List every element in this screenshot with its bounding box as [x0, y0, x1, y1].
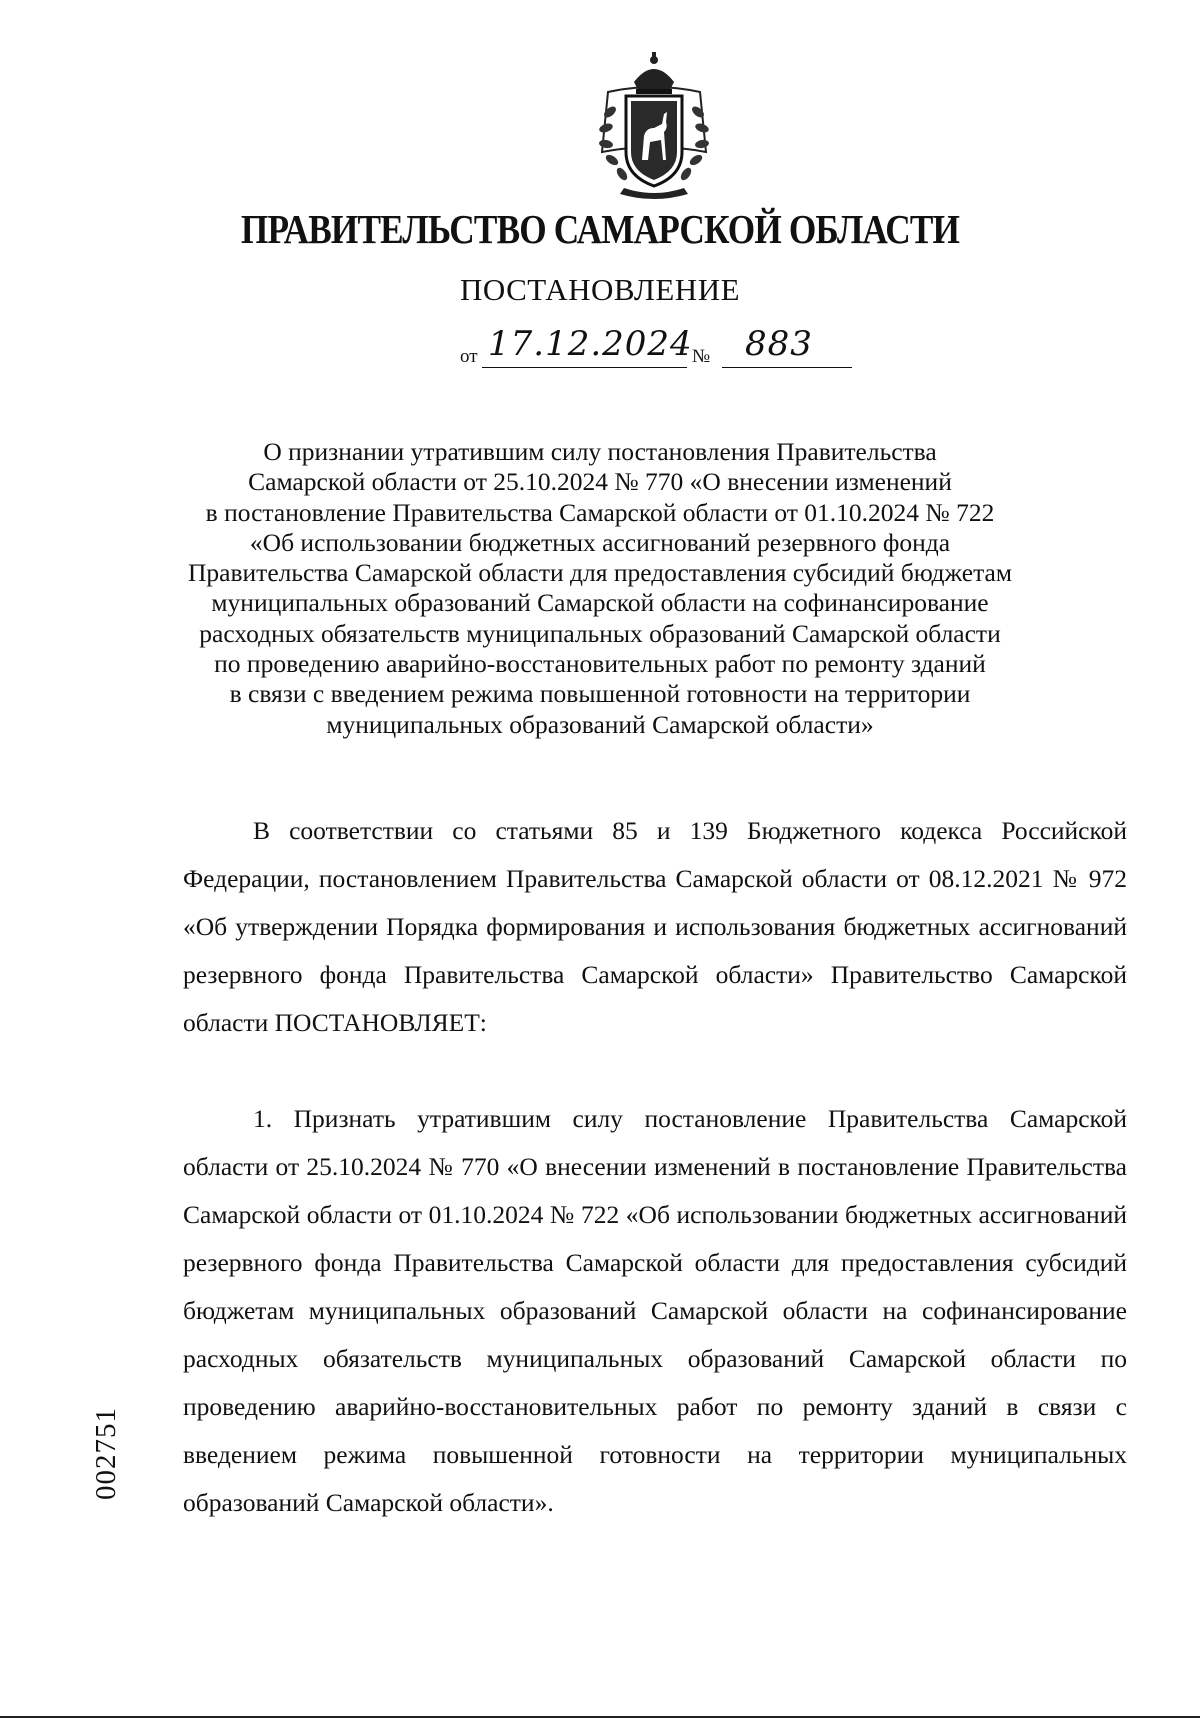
subject-line: расходных обязательств муниципальных образований Самарской области — [199, 618, 1001, 648]
date-number-line — [460, 326, 860, 370]
subject-line: Правительства Самарской области для предоставления субсидий бюджетам — [188, 558, 1012, 588]
handwritten-date: 17.12.2024 — [488, 324, 693, 364]
subject-line: «Об использовании бюджетных ассигнований резервного фонда — [249, 527, 951, 557]
subject-line: О признании утратившим силу постановления Правительства — [263, 437, 937, 466]
subject-line: муниципальных образований Самарской области на софинансирование — [211, 588, 989, 618]
document-type: ПОСТАНОВЛЕНИЕ — [459, 272, 741, 307]
preamble-paragraph: В соответствии со статьями 85 и 139 Бюджетного кодекса Российской Федерации, постановлением Правительства Самарской области от 08.12.2021 № 972 «Об утверждении Порядка формирования и использования бюджетных ассигнований резервного фонда Правительства Самарской области» Правительство Самарской области ПОСТАНОВЛЯЕТ: — [183, 816, 1127, 1037]
document-subject — [160, 437, 1040, 740]
side-registration-code: 002751 — [90, 1407, 122, 1500]
item-1-paragraph: 1. Признать утратившим силу постановление Правительства Самарской области от 25.10.2024 № 770 «О внесении изменений в постановление Правительства Самарской области от 01.10.2024 № 722 «Об использовании бюджетных ассигнований резервного фонда Правительства Самарской области для предоставления субсидий бюджетам муниципальных образований Самарской области на софинансирование расходных обязательств муниципальных образований Самарской области по проведению аварийно-восстановительных работ по ремонту зданий в связи с введением режима повышенной готовности на территории муниципальных образований Самарской области». — [183, 1104, 1127, 1517]
subject-line: в постановление Правительства Самарской области от 01.10.2024 № 722 — [205, 497, 995, 527]
date-underline — [482, 367, 687, 368]
subject-line: по проведению аварийно-восстановительных работ по ремонту зданий — [214, 649, 986, 679]
number-underline — [722, 367, 852, 368]
number-label: № — [692, 346, 711, 367]
bottom-edge-line — [0, 1716, 1200, 1718]
body-item-block — [183, 1095, 1127, 1527]
subject-line: в связи с введением режима повышенной готовности на территории — [229, 679, 971, 709]
date-label: от — [460, 346, 478, 367]
handwritten-number: 883 — [745, 324, 813, 364]
body-preamble-block — [183, 807, 1127, 1047]
coat-of-arms-icon — [588, 52, 720, 202]
subject-line: муниципальных образований Самарской области» — [326, 709, 874, 739]
government-title: ПРАВИТЕЛЬСТВО САМАРСКОЙ ОБЛАСТИ — [240, 206, 960, 252]
subject-line: Самарской области от 25.10.2024 № 770 «О внесении изменений — [248, 467, 952, 497]
